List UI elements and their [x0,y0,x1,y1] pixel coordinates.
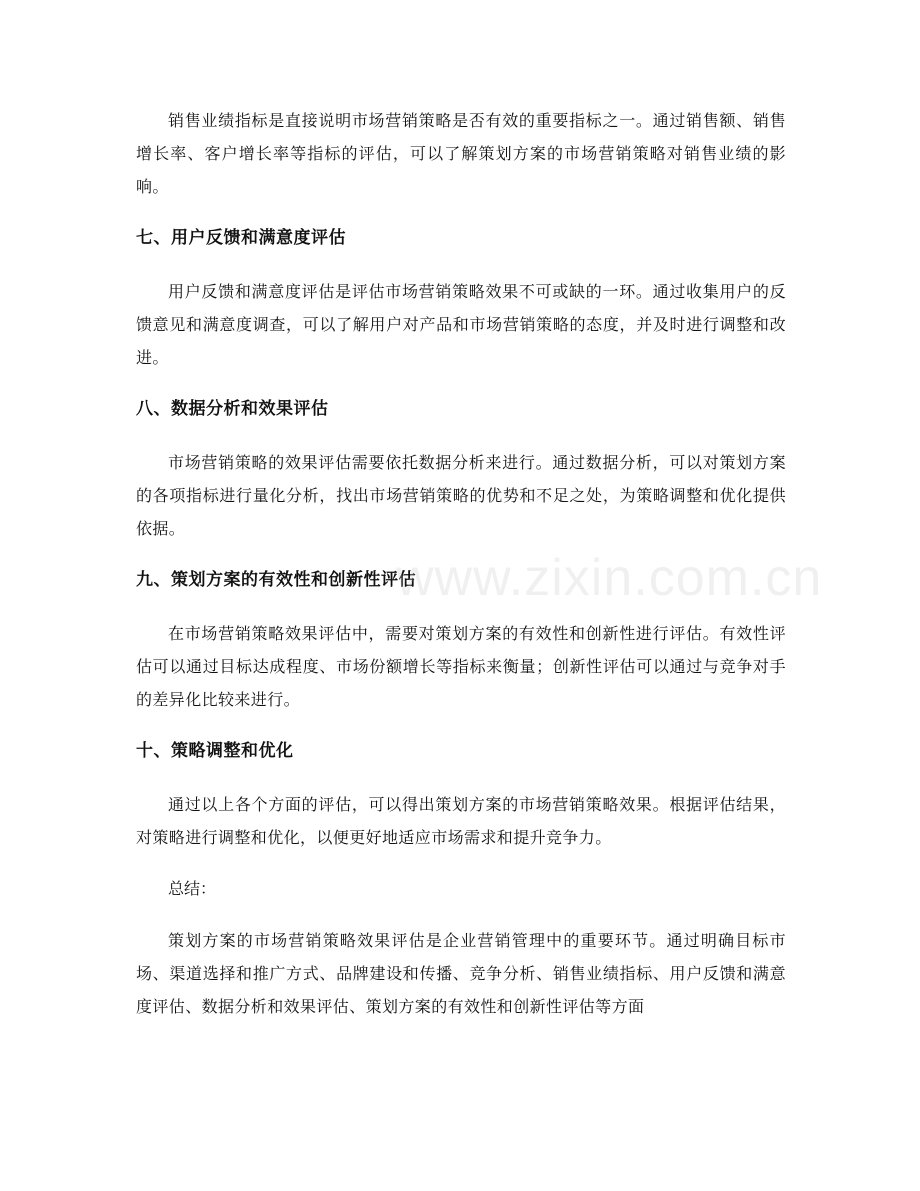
section-heading-10: 十、策略调整和优化 [136,741,294,761]
paragraph-effectiveness-innovation: 在市场营销策略效果评估中，需要对策划方案的有效性和创新性进行评估。有效性评估可以通过目标达成程度、市场份额增长等指标来衡量；创新性评估可以通过与竞争对手的差异化比较来进行。 [136,624,786,709]
paragraph-data-analysis: 市场营销策略的效果评估需要依托数据分析来进行。通过数据分析，可以对策划方案的各项指标进行量化分析，找出市场营销策略的优势和不足之处，为策略调整和优化提供依据。 [136,453,786,538]
section-heading-9: 九、策划方案的有效性和创新性评估 [136,570,416,590]
watermark-text: www.zixin.com.cn [396,549,823,607]
summary-label: 总结： [168,879,217,898]
section-heading-8: 八、数据分析和效果评估 [136,399,329,419]
paragraph-user-feedback: 用户反馈和满意度评估是评估市场营销策略效果不可或缺的一环。通过收集用户的反馈意见和满意度调查，可以了解用户对产品和市场营销策略的态度，并及时进行调整和改进。 [136,282,786,367]
paragraph-sales-metrics: 销售业绩指标是直接说明市场营销策略是否有效的重要指标之一。通过销售额、销售增长率、客户增长率等指标的评估，可以了解策划方案的市场营销策略对销售业绩的影响。 [136,111,786,196]
paragraph-strategy-adjustment: 通过以上各个方面的评估，可以得出策划方案的市场营销策略效果。根据评估结果，对策略进行调整和优化，以便更好地适应市场需求和提升竞争力。 [136,795,786,847]
section-heading-7: 七、用户反馈和满意度评估 [136,228,346,248]
paragraph-summary: 策划方案的市场营销策略效果评估是企业营销管理中的重要环节。通过明确目标市场、渠道选择和推广方式、品牌建设和传播、竞争分析、销售业绩指标、用户反馈和满意度评估、数据分析和效果评估、策划方案的有效性和创新性评估等方面 [136,931,786,1016]
document-body [136,104,786,1043]
